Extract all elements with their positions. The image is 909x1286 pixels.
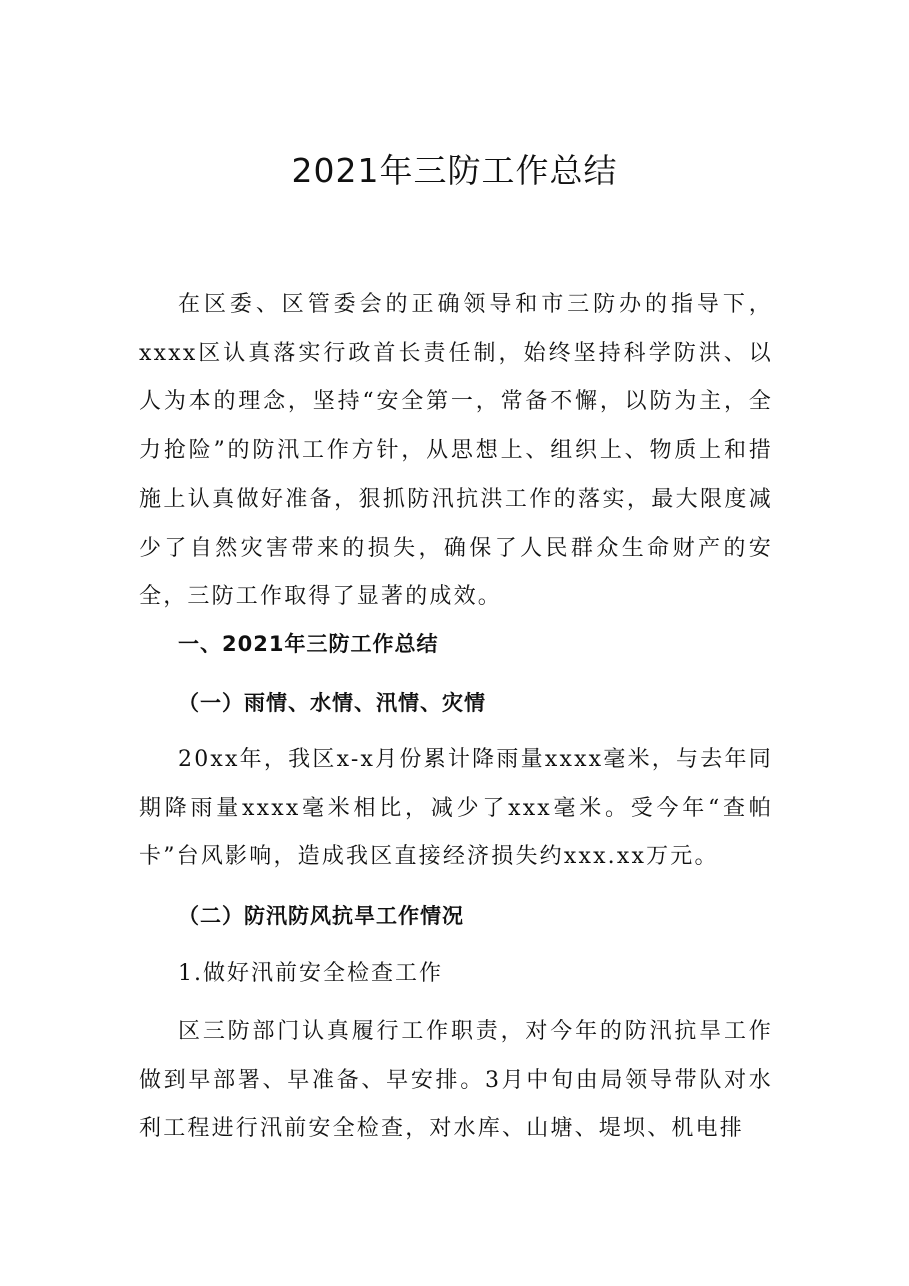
rain-paragraph: 20xx年，我区x-x月份累计降雨量xxxx毫米，与去年同期降雨量xxxx毫米相比，减少了xxx毫米。受今年“查帕卡”台风影响，造成我区直接经济损失约xxx.xx万元。 [139, 747, 773, 870]
document-title: 2021年三防工作总结 [291, 151, 618, 190]
intro-paragraph: 在区委、区管委会的正确领导和市三防办的指导下，xxxx区认真落实行政首长责任制，始终坚持科学防洪、以人为本的理念，坚持“安全第一，常备不懈，以防为主，全力抢险”的防汛工作方针，从思想上、组织上、物质上和措施上认真做好准备，狠抓防汛抗洪工作的落实，最大限度减少了自然灾害带来的损失，确保了人民群众生命财产的安全，三防工作取得了显著的成效。 [139, 292, 773, 610]
subsection-heading-1: （一）雨情、水情、汛情、灾情 [178, 691, 486, 715]
item-heading-1: 1.做好汛前安全检查工作 [178, 961, 443, 986]
subsection-heading-2: （二）防汛防风抗旱工作情况 [178, 904, 464, 928]
item1-paragraph: 区三防部门认真履行工作职责，对今年的防汛抗旱工作做到早部署、早准备、早安排。3月中旬由局领导带队对水利工程进行汛前安全检查，对水库、山塘、堤坝、机电排 [139, 1019, 773, 1142]
section-heading-1: 一、2021年三防工作总结 [178, 632, 439, 656]
